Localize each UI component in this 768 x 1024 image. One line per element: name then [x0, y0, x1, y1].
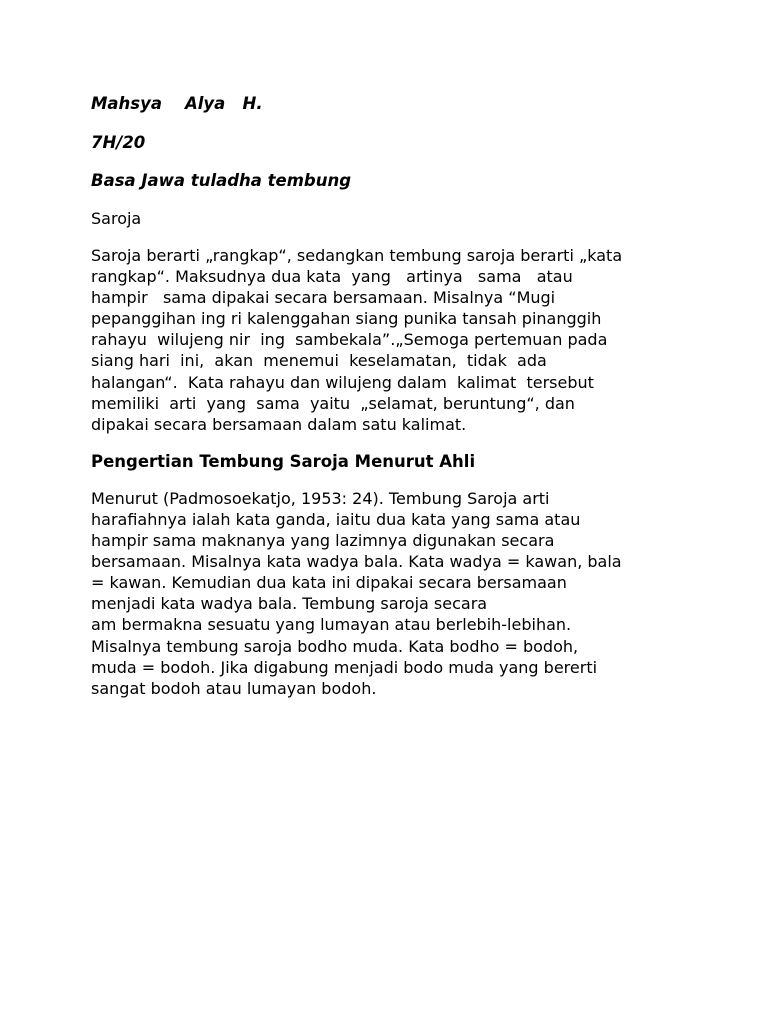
paragraph-line: rangkap“. Maksudnya dua kata yang artinya sama atau	[91, 267, 573, 287]
paragraph-line: Misalnya tembung saroja bodho muda. Kata bodho = bodoh,	[91, 636, 579, 656]
paragraph-line: siang hari ini, akan menemui keselamatan, tidak ada	[91, 351, 547, 371]
paragraph-line: hampir sama dipakai secara bersamaan. Misalnya “Mugi	[91, 288, 556, 308]
paragraph-line: hampir sama maknanya yang lazimnya digunakan secara	[91, 531, 555, 551]
class-code: 7H/20	[91, 133, 146, 152]
paragraph-line: Saroja berarti „rangkap“, sedangkan tembung saroja berarti „kata	[91, 246, 623, 265]
paragraph-line: memiliki arti yang sama yaitu „selamat, beruntung“, dan	[91, 393, 575, 413]
paragraph-line: menjadi kata wadya bala. Tembung saroja secara	[91, 594, 488, 614]
paragraph-line: sangat bodoh atau lumayan bodoh.	[91, 678, 377, 698]
paragraph-definition	[91, 245, 688, 435]
paragraph-line: pepanggihan ing ri kalenggahan siang punika tansah pinanggih	[91, 309, 602, 329]
paragraph-line: muda = bodoh. Jika digabung menjadi bodo muda yang bererti	[91, 657, 598, 677]
paragraph-line: dipakai secara bersamaan dalam satu kalimat.	[91, 414, 467, 434]
paragraph-line: am bermakna sesuatu yang lumayan atau berlebih-lebihan.	[91, 615, 572, 635]
document-title: Basa Jawa tuladha tembung	[91, 171, 352, 190]
paragraph-line: rahayu wilujeng nir ing sambekala”.„Semoga pertemuan pada	[91, 330, 608, 350]
paragraph-line: Menurut (Padmosoekatjo, 1953: 24). Tembung Saroja arti	[91, 488, 550, 508]
paragraph-line: = kawan. Kemudian dua kata ini dipakai secara bersamaan	[91, 573, 567, 593]
section-heading: Pengertian Tembung Saroja Menurut Ahli	[91, 451, 476, 471]
paragraph-line: harafiahnya ialah kata ganda, iaitu dua kata yang sama atau	[91, 509, 581, 529]
paragraph-expert-definition	[91, 488, 688, 699]
paragraph-line: bersamaan. Misalnya kata wadya bala. Kata wadya = kawan, bala	[91, 552, 622, 572]
paragraph-line: halangan“. Kata rahayu dan wilujeng dalam kalimat tersebut	[91, 372, 594, 392]
author-name: Mahsya Alya H.	[91, 94, 263, 113]
topic-label: Saroja	[91, 209, 142, 228]
